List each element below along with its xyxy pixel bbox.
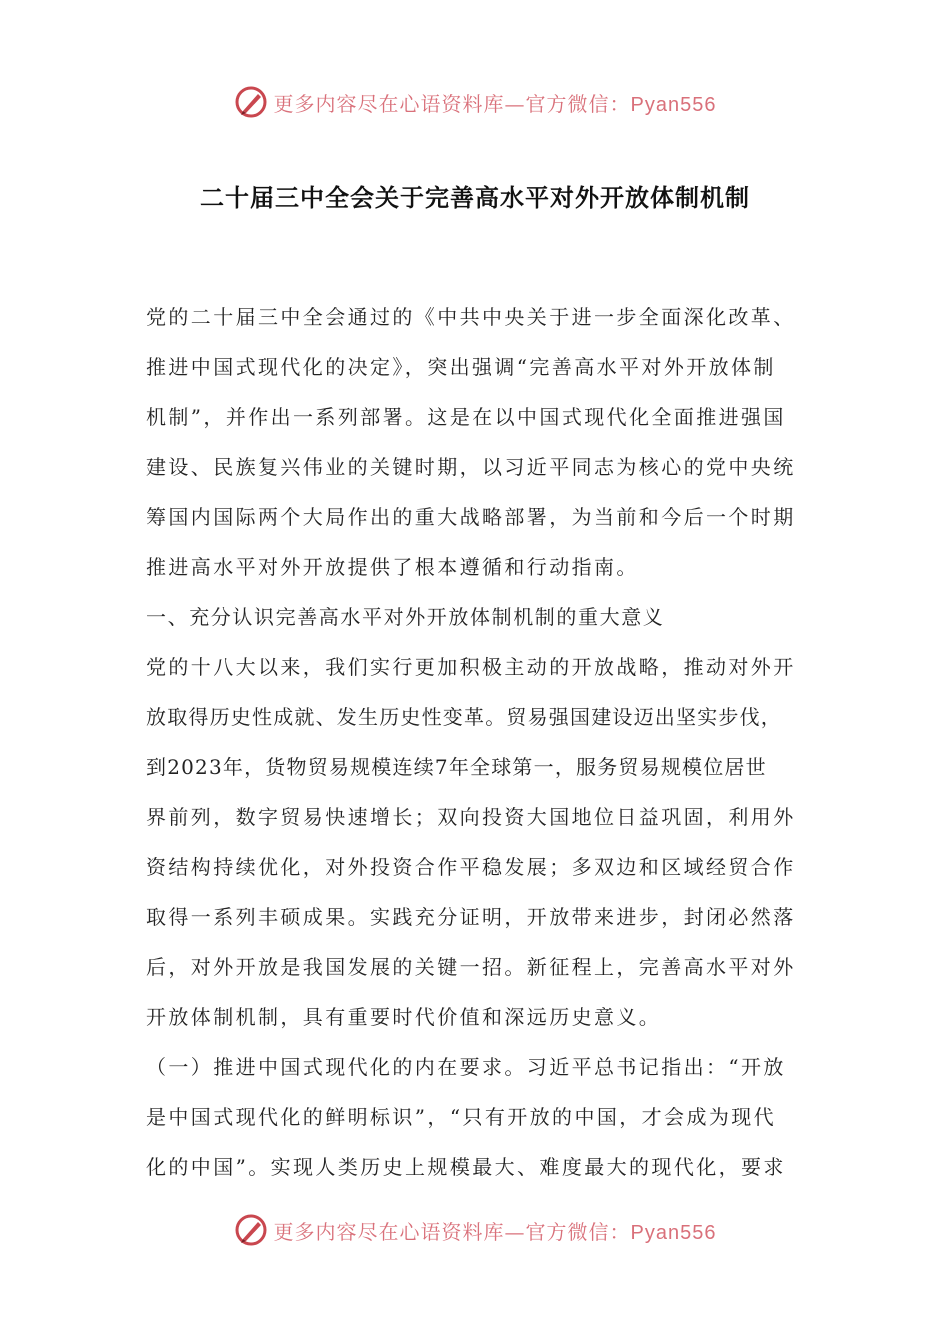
document-title: 二十届三中全会关于完善高水平对外开放体制机制 (200, 184, 750, 212)
body-line: 机制”，并作出一系列部署。这是在以中国式现代化全面推进强国 (146, 405, 786, 429)
watermark-banner-top (0, 82, 950, 122)
body-line: 党的十八大以来，我们实行更加积极主动的开放战略，推动对外开 (146, 655, 796, 679)
body-line: 放取得历史性成就、发生历史性变革。贸易强国建设迈出坚实步伐， (146, 705, 782, 729)
body-line: 开放体制机制，具有重要时代价值和深远历史意义。 (146, 1005, 662, 1029)
watermark-banner-bottom (0, 1210, 950, 1250)
body-line: 筹国内国际两个大局作出的重大战略部署，为当前和今后一个时期 (146, 505, 796, 529)
body-line: 资结构持续优化，对外投资合作平稳发展；多双边和区域经贸合作 (146, 855, 796, 879)
watermark-text: 更多内容尽在心语资料库—官方微信：Pyan556 (273, 91, 717, 116)
watermark-text: 更多内容尽在心语资料库—官方微信：Pyan556 (273, 1219, 717, 1244)
body-line: 推进高水平对外开放提供了根本遵循和行动指南。 (146, 555, 639, 579)
body-line: 取得一系列丰硕成果。实践充分证明，开放带来进步，封闭必然落 (146, 905, 796, 929)
document-body (146, 292, 808, 1192)
body-line: 党的二十届三中全会通过的《中共中央关于进一步全面深化改革、 (146, 305, 796, 329)
pen-logo-icon (234, 85, 268, 119)
body-line: 到2023年，货物贸易规模连续7年全球第一，服务贸易规模位居世 (146, 755, 767, 779)
body-line: 界前列，数字贸易快速增长；双向投资大国地位日益巩固，利用外 (146, 805, 796, 829)
body-line: 建设、民族复兴伟业的关键时期，以习近平同志为核心的党中央统 (146, 455, 796, 479)
section-heading: 一、充分认识完善高水平对外开放体制机制的重大意义 (146, 605, 665, 629)
body-line: 推进中国式现代化的决定》，突出强调“完善高水平对外开放体制 (146, 355, 776, 379)
body-line: 后，对外开放是我国发展的关键一招。新征程上，完善高水平对外 (146, 955, 796, 979)
body-line: 化的中国”。实现人类历史上规模最大、难度最大的现代化，要求 (146, 1155, 786, 1179)
subsection-heading-line: （一）推进中国式现代化的内在要求。习近平总书记指出：“开放 (146, 1055, 786, 1079)
pen-logo-icon (234, 1213, 268, 1247)
body-line: 是中国式现代化的鲜明标识”，“只有开放的中国，才会成为现代 (146, 1105, 777, 1129)
